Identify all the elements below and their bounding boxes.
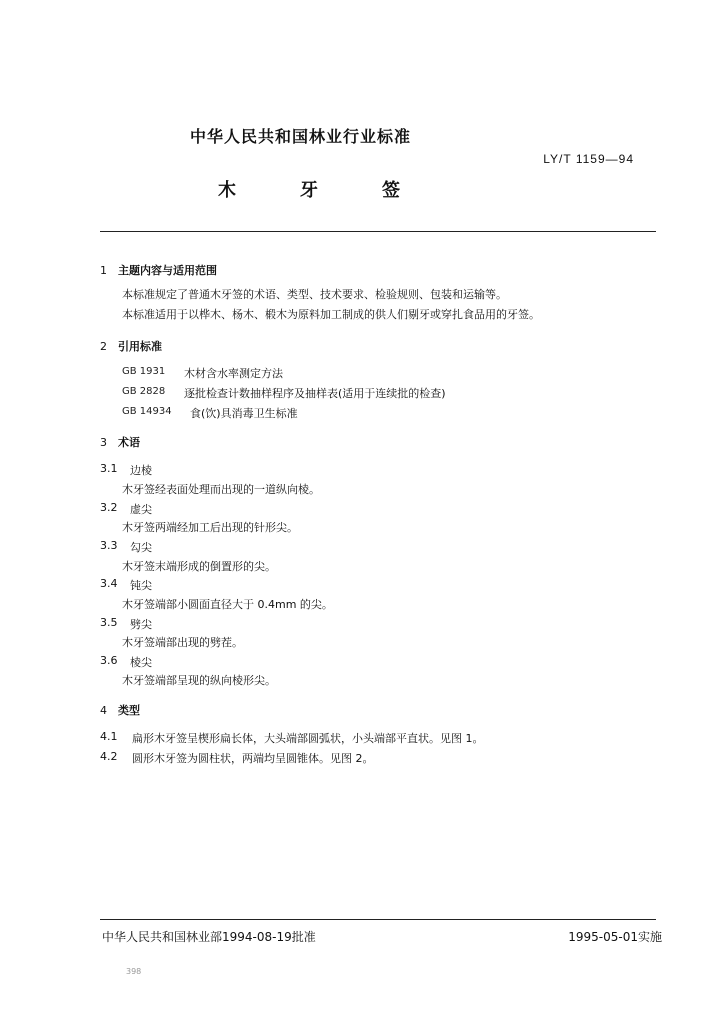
item-text: 圆形木牙签为圆柱状，两端均呈圆锥体。见图 2。 — [132, 752, 374, 765]
term-definition: 木牙签端部呈现的纵向棱形尖。 — [122, 674, 276, 687]
term-definition: 木牙签末端形成的倒置形的尖。 — [122, 560, 276, 573]
doc-title-char-1: 木 — [218, 180, 236, 201]
section-title: 术语 — [118, 436, 140, 449]
paragraph: 本标准适用于以桦木、杨木、椴木为原料加工制成的供人们剔牙或穿扎食品用的牙签。 — [122, 308, 540, 321]
section-4-heading — [100, 702, 140, 718]
section-title: 引用标准 — [118, 340, 162, 353]
term-name: 虚尖 — [130, 503, 152, 516]
reference-title: 木材含水率测定方法 — [184, 367, 283, 380]
term-name: 劈尖 — [130, 618, 152, 631]
org-title: 中华人民共和国林业行业标准 — [190, 127, 412, 146]
term-definition: 木牙签端部出现的劈茬。 — [122, 636, 243, 649]
section-2-heading — [100, 338, 162, 354]
section-title: 主题内容与适用范围 — [118, 264, 217, 277]
section-number: 4 — [100, 704, 107, 717]
page-number: 398 — [126, 967, 142, 976]
reference-title: 食(饮)具消毒卫生标准 — [190, 407, 298, 420]
section-number: 3 — [100, 436, 107, 449]
doc-title-char-3: 签 — [382, 180, 400, 201]
implementation-date: 1995-05-01实施 — [568, 930, 662, 944]
term-number: 3.2 — [100, 501, 118, 514]
footer-rule — [100, 919, 656, 920]
term-number: 3.1 — [100, 462, 118, 475]
item-number: 4.2 — [100, 750, 118, 763]
reference-title: 逐批检查计数抽样程序及抽样表(适用于连续批的检查) — [184, 387, 446, 400]
section-number: 1 — [100, 264, 107, 277]
section-3-heading — [100, 434, 140, 450]
term-definition: 木牙签端部小圆面直径大于 0.4mm 的尖。 — [122, 598, 333, 611]
item-text: 扁形木牙签呈楔形扁长体，大头端部圆弧状，小头端部平直状。见图 1。 — [132, 732, 484, 745]
term-name: 边棱 — [130, 464, 152, 477]
term-name: 勾尖 — [130, 541, 152, 554]
reference-code: GB 2828 — [122, 386, 166, 397]
term-number: 3.6 — [100, 654, 118, 667]
term-name: 钝尖 — [130, 579, 152, 592]
term-definition: 木牙签经表面处理而出现的一道纵向棱。 — [122, 483, 320, 496]
item-number: 4.1 — [100, 730, 118, 743]
term-number: 3.4 — [100, 577, 118, 590]
header-rule — [100, 231, 656, 232]
reference-code: GB 1931 — [122, 366, 166, 377]
paragraph: 本标准规定了普通木牙签的术语、类型、技术要求、检验规则、包装和运输等。 — [122, 288, 507, 301]
section-1-heading — [100, 262, 217, 278]
reference-code: GB 14934 — [122, 406, 172, 417]
term-definition: 木牙签两端经加工后出现的针形尖。 — [122, 521, 298, 534]
term-number: 3.5 — [100, 616, 118, 629]
doc-title-char-2: 牙 — [300, 180, 318, 201]
approval-line: 中华人民共和国林业部1994-08-19批准 — [102, 930, 316, 944]
term-name: 棱尖 — [130, 656, 152, 669]
section-number: 2 — [100, 340, 107, 353]
section-title: 类型 — [118, 704, 140, 717]
standard-number: LY/T 1159—94 — [543, 152, 634, 166]
term-number: 3.3 — [100, 539, 118, 552]
